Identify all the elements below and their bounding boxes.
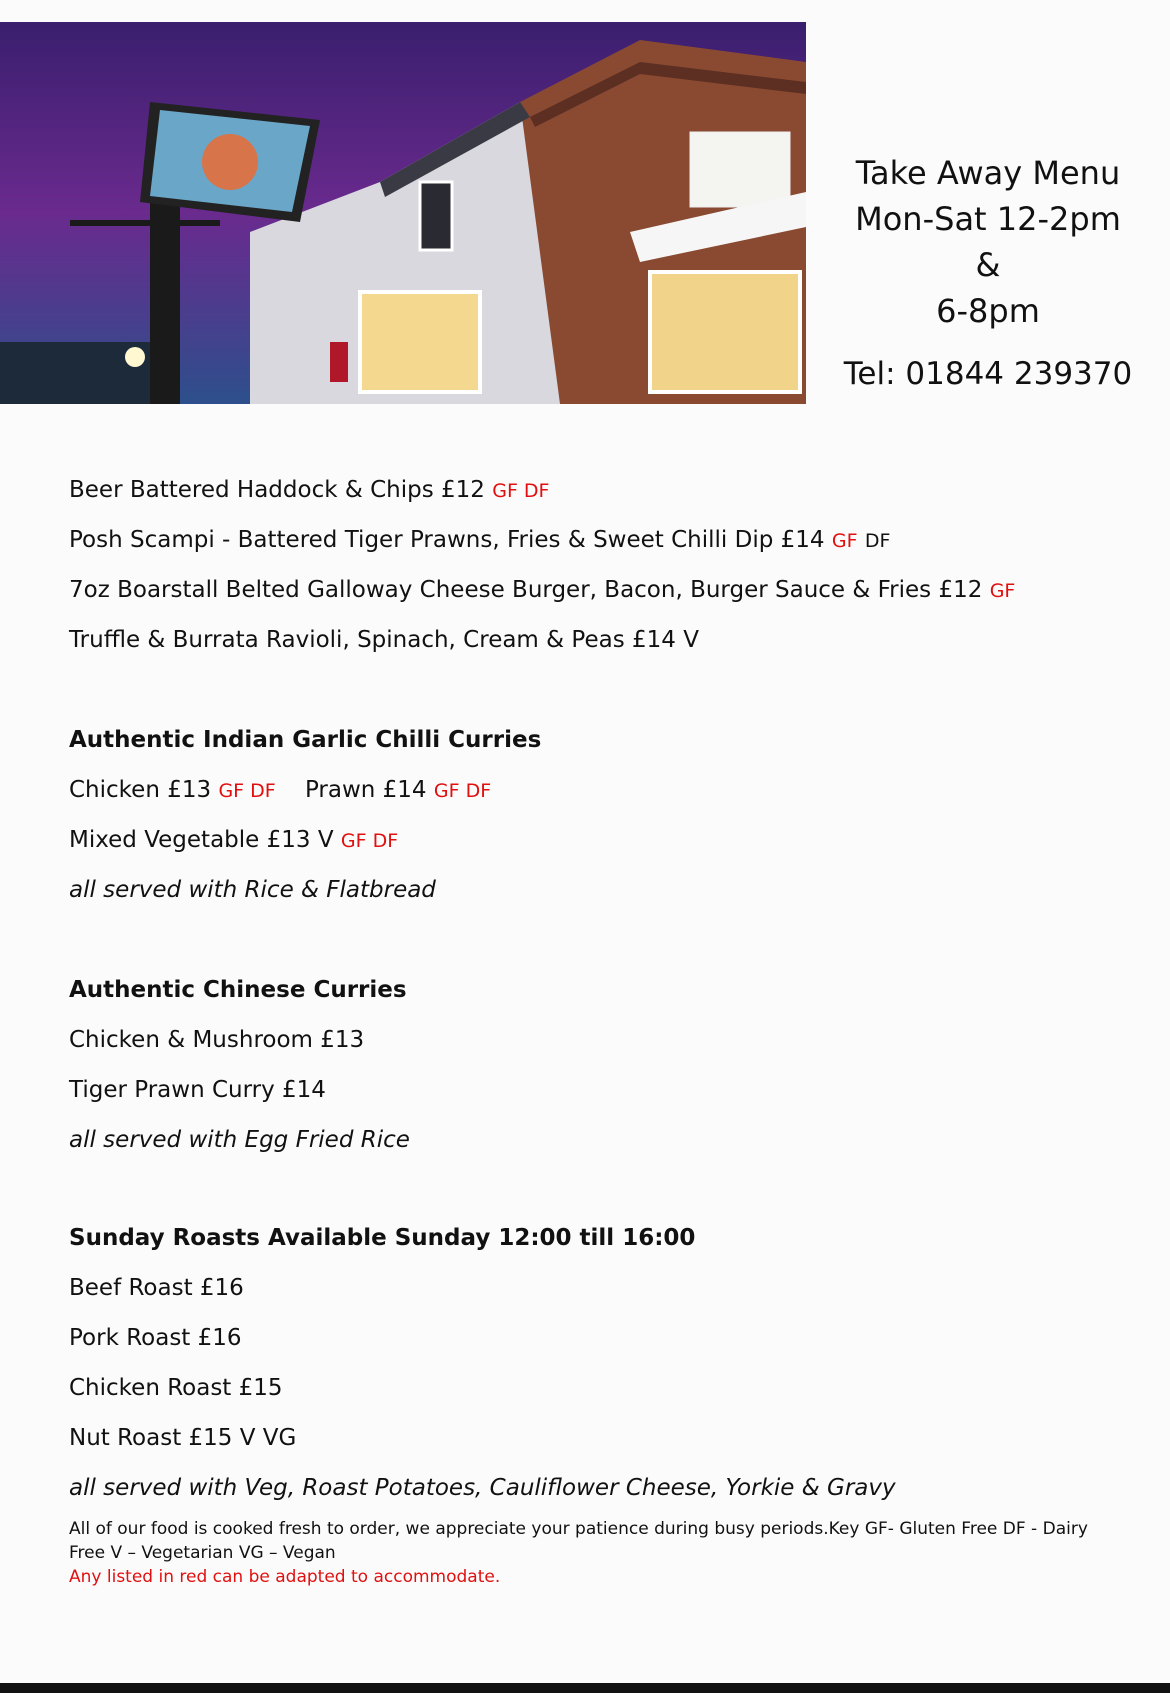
dietary-tags: GF DF xyxy=(492,480,550,502)
menu-item xyxy=(69,465,1129,515)
menu-item: Nut Roast £15 V VG xyxy=(69,1425,297,1451)
menu-title xyxy=(838,150,1138,334)
section-heading-indian: Authentic Indian Garlic Chilli Curries xyxy=(69,727,542,753)
dietary-tags: GF xyxy=(831,530,858,552)
menu-item xyxy=(69,615,1129,665)
section-note: all served with Egg Fried Rice xyxy=(69,1127,410,1153)
item-text: Beer Battered Haddock & Chips £12 xyxy=(69,477,485,503)
menu-item xyxy=(69,515,1129,565)
spacer xyxy=(69,1165,1129,1213)
section-note: all served with Veg, Roast Potatoes, Cauliflower Cheese, Yorkie & Gravy xyxy=(69,1475,896,1501)
menu-item xyxy=(69,765,1129,815)
menu-item xyxy=(69,565,1129,615)
section-note: all served with Rice & Flatbread xyxy=(69,877,436,903)
title-line-3: 6-8pm xyxy=(936,292,1040,330)
bottom-border xyxy=(0,1683,1170,1693)
dietary-tags-plain: DF xyxy=(864,530,891,552)
title-line-2: Mon-Sat 12-2pm & xyxy=(855,200,1121,284)
menu-item: Chicken & Mushroom £13 xyxy=(69,1027,365,1053)
menu-item: Beef Roast £16 xyxy=(69,1275,244,1301)
item-text: Chicken £13 xyxy=(69,777,212,803)
item-text: Prawn £14 xyxy=(304,777,427,803)
spacer xyxy=(69,665,1129,715)
menu-item: Tiger Prawn Curry £14 xyxy=(69,1077,326,1103)
spacer xyxy=(69,915,1129,965)
dietary-tags: GF DF xyxy=(340,830,399,852)
item-text: Mixed Vegetable £13 V xyxy=(69,827,334,853)
pub-photo xyxy=(0,22,806,404)
item-text: Posh Scampi - Battered Tiger Prawns, Fries & Sweet Chilli Dip £14 xyxy=(69,527,825,553)
dietary-tags: GF DF xyxy=(433,780,492,802)
phone-number: Tel: 01844 239370 xyxy=(843,356,1133,392)
item-text: Truffle & Burrata Ravioli, Spinach, Cream & Peas £14 V xyxy=(69,627,699,653)
title-line-1: Take Away Menu xyxy=(855,154,1121,192)
dietary-tags: GF xyxy=(989,580,1016,602)
footer-red-note: Any listed in red can be adapted to accommodate. xyxy=(69,1567,501,1587)
menu-header xyxy=(806,150,1170,392)
menu-item: Pork Roast £16 xyxy=(69,1325,242,1351)
menu-item xyxy=(69,815,1129,865)
menu-list xyxy=(69,465,1129,1589)
footer-note: All of our food is cooked fresh to order, we appreciate your patience during busy periods.Key GF- Gluten Free DF - Dairy Free V – Vegetarian VG – Vegan xyxy=(69,1519,1088,1563)
dietary-tags: GF DF xyxy=(218,780,276,802)
section-heading-chinese: Authentic Chinese Curries xyxy=(69,977,407,1003)
menu-item: Chicken Roast £15 xyxy=(69,1375,283,1401)
section-heading-sunday: Sunday Roasts Available Sunday 12:00 till 16:00 xyxy=(69,1225,696,1251)
pub-illustration xyxy=(0,22,806,404)
item-text: 7oz Boarstall Belted Galloway Cheese Burger, Bacon, Burger Sauce & Fries £12 xyxy=(69,577,983,603)
